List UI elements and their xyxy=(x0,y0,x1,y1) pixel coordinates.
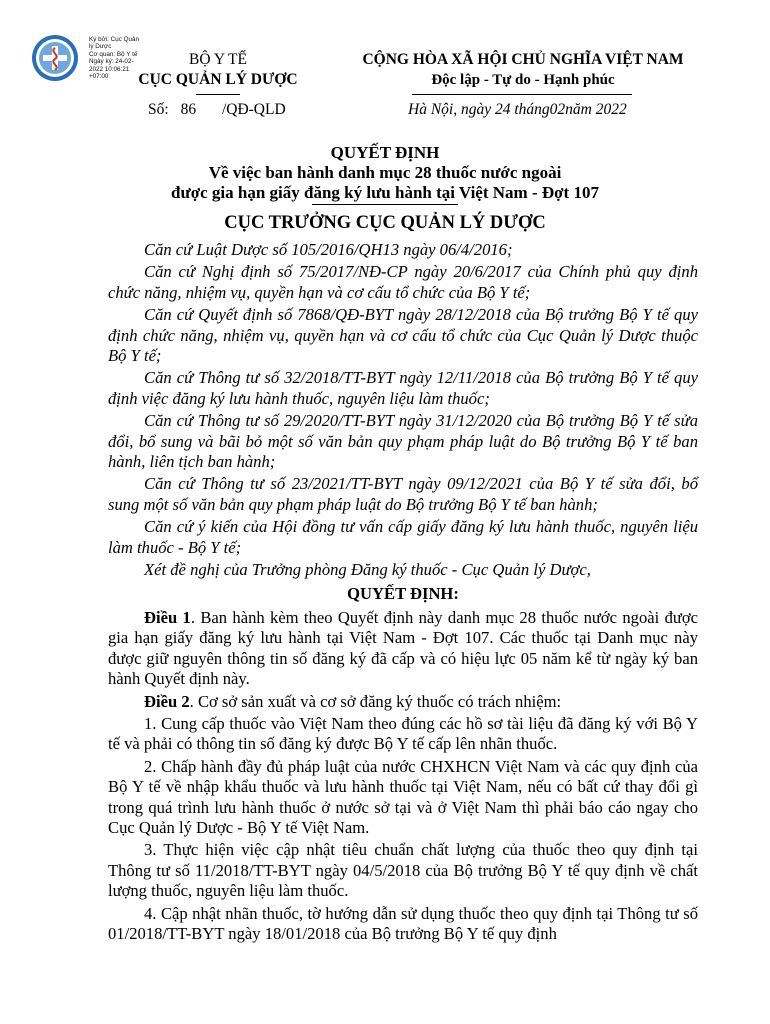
title-underline xyxy=(312,204,458,205)
legal-basis-paragraph: Căn cứ Thông tư số 29/2020/TT-BYT ngày 31/12/2020 của Bộ trưởng Bộ Y tế sửa đổi, bổ sung và bãi bỏ một số văn bản quy phạm pháp luật do Bộ trưởng Bộ Y tế ban hành, liên tịch ban hành; xyxy=(108,411,698,472)
decision-subject: Về việc ban hành danh mục 28 thuốc nước ngoài xyxy=(208,163,562,182)
signature-line: Ngày ký: 24-02- xyxy=(89,58,134,66)
legal-basis-paragraph: Căn cứ Luật Dược số 105/2016/QH13 ngày 06/4/2016; xyxy=(144,240,513,259)
legal-basis-paragraph: Căn cứ Thông tư số 23/2021/TT-BYT ngày 09/12/2021 của Bộ Y tế sửa đổi, bổ sung một số văn bản quy phạm pháp luật do Bộ trưởng Bộ Y tế ban hành; xyxy=(108,474,698,514)
motto-underline xyxy=(412,94,632,95)
national-motto: Độc lập - Tự do - Hạnh phúc xyxy=(431,72,615,88)
place-date: Hà Nội, ngày 24 tháng02năm 2022 xyxy=(408,101,627,118)
article-1 xyxy=(108,608,698,690)
legal-basis-paragraph: Xét đề nghị của Trưởng phòng Đăng ký thuốc - Cục Quản lý Dược, xyxy=(144,560,591,580)
decision-subject: được gia hạn giấy đăng ký lưu hành tại Việt Nam - Đợt 107 xyxy=(171,183,599,202)
article-label: Điều 1 xyxy=(144,607,191,627)
document-number xyxy=(148,101,286,119)
national-header xyxy=(333,50,713,90)
department-name: CỤC QUẢN LÝ DƯỢC xyxy=(138,71,298,88)
number-suffix: /QĐ-QLD xyxy=(221,101,286,118)
legal-basis-paragraph: Căn cứ ý kiến của Hội đồng tư vấn cấp giấy đăng ký lưu hành thuốc, nguyên liệu làm thuốc - Bộ Y tế; xyxy=(108,517,698,557)
country-name: CỘNG HÒA XÃ HỘI CHỦ NGHĨA VIỆT NAM xyxy=(362,51,684,68)
ministry-seal-icon xyxy=(30,33,80,83)
article-item: 1. Cung cấp thuốc vào Việt Nam theo đúng các hồ sơ tài liệu đã đăng ký với Bộ Y tế và phải có thông tin số đăng ký được Bộ Y tế cấp lên nhãn thuốc. xyxy=(108,713,698,754)
article-item: 4. Cập nhật nhãn thuốc, tờ hướng dẫn sử dụng thuốc theo quy định tại Thông tư số 01/2018/TT-BYT ngày 18/01/2018 của Bộ trưởng Bộ Y tế quy định xyxy=(108,903,698,943)
signature-line: Ký bởi: Cục Quản xyxy=(89,36,139,43)
ministry-name: BỘ Y TẾ xyxy=(189,51,247,68)
decision-heading: QUYẾT ĐỊNH xyxy=(330,143,440,162)
legal-basis-paragraph: Căn cứ Quyết định số 7868/QĐ-BYT ngày 28/12/2018 của Bộ trưởng Bộ Y tế quy định chức năng, nhiệm vụ, quyền hạn và cơ cấu tổ chức của Cục Quản lý Dược thuộc Bộ Y tế; xyxy=(108,305,698,366)
legal-basis-paragraph: Căn cứ Thông tư số 32/2018/TT-BYT ngày 12/11/2018 của Bộ trưởng Bộ Y tế quy định việc đăng ký lưu hành thuốc, nguyên liệu làm thuốc; xyxy=(108,368,698,408)
signature-line: +07:00 xyxy=(89,73,109,81)
article-label: Điều 2 xyxy=(144,691,190,711)
article-2 xyxy=(108,692,698,712)
article-text: . Cơ sở sản xuất và cơ sở đăng ký thuốc có trách nhiệm: xyxy=(189,691,562,711)
article-item: 2. Chấp hành đầy đủ pháp luật của nước CHXHCN Việt Nam và các quy định của Bộ Y tế về nhập khẩu thuốc và lưu hành thuốc tại Việt Nam, nếu có bất cứ thay đổi gì trong quá trình lưu hành thuốc ở nước sở tại và ở Việt Nam thì phải báo cáo ngay cho Cục Quản lý Dược - Bộ Y tế Việt Nam. xyxy=(108,756,698,837)
agency-header xyxy=(103,50,333,90)
document-body xyxy=(108,240,698,946)
signature-line: Cơ quan: Bộ Y tế xyxy=(89,50,138,58)
issuer-title: CỤC TRƯỞNG CỤC QUẢN LÝ DƯỢC xyxy=(224,213,546,233)
number-label: Số: xyxy=(148,101,169,118)
header-divider xyxy=(196,94,240,95)
number-value: 86 xyxy=(180,101,197,118)
article-text: . Ban hành kèm theo Quyết định này danh mục 28 thuốc nước ngoài được gia hạn giấy đăng ký lưu hành tại Việt Nam - Đợt 107. Các thuốc tại Danh mục này được giữ nguyên thông tin số đăng ký đã cấp và có hiệu lực 05 năm kể từ ngày ký ban hành Quyết định này. xyxy=(108,607,699,689)
legal-basis-paragraph: Căn cứ Nghị định số 75/2017/NĐ-CP ngày 20/6/2017 của Chính phủ quy định chức năng, nhiệm vụ, quyền hạn và cơ cấu tổ chức của Bộ Y tế; xyxy=(108,262,698,302)
decision-subheading: QUYẾT ĐỊNH: xyxy=(347,583,459,603)
decision-title xyxy=(100,143,670,203)
signature-line: lý Dược xyxy=(89,43,112,51)
signature-line: 2022 10:06:21 xyxy=(89,65,130,73)
article-item: 3. Thực hiện việc cập nhật tiêu chuẩn chất lượng của thuốc theo quy định tại Thông tư số 11/2018/TT-BYT ngày 04/5/2018 của Bộ trưởng Bộ Y tế quy định về chất lượng thuốc, nguyên liệu làm thuốc. xyxy=(108,840,698,901)
